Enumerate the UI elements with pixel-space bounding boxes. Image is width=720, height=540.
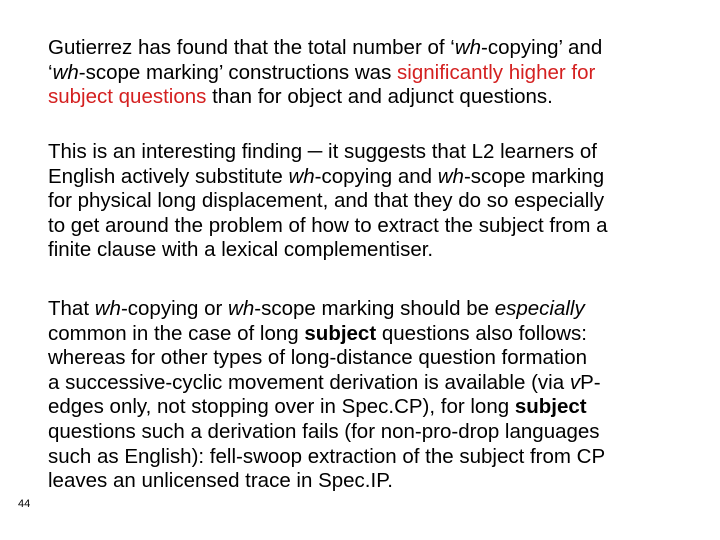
italic-run: especially [494, 297, 585, 320]
text-run: -copying and [314, 164, 438, 188]
bold-run: subject [514, 395, 587, 419]
text-line [48, 297, 710, 322]
highlighted-run: significantly higher for [397, 60, 596, 84]
text-run: -scope marking’ constructions was [78, 60, 398, 84]
text-run: Gutierrez has found that the total number of ‘ [48, 36, 455, 59]
text-line [48, 36, 710, 61]
text-run: English actively substitute [48, 164, 289, 188]
text-line: such as English): fell-swoop extraction of the subject from CP [48, 444, 606, 468]
text-run: -scope marking should be [254, 297, 495, 320]
text-run: -copying’ and [481, 36, 603, 59]
paragraph-subject-questions [48, 297, 710, 494]
paragraph-gutierrez-finding [48, 36, 710, 110]
text-run: ‘ [48, 60, 53, 84]
text-line: whereas for other types of long-distance question formation [48, 346, 587, 370]
italic-run: wh [288, 164, 315, 188]
text-line: questions such a derivation fails (for non-pro-drop languages [48, 419, 600, 443]
text-line [48, 371, 710, 396]
text-line [48, 395, 710, 420]
text-line: to get around the problem of how to extract the subject from a [48, 213, 608, 237]
italic-run: wh [454, 36, 482, 59]
text-run: -copying or [120, 297, 229, 320]
text-run: a successive-cyclic movement derivation is available (via [48, 370, 570, 394]
text-line: This is an interesting finding ─ it suggests that L2 learners of [48, 140, 597, 163]
text-run: P- [580, 370, 601, 394]
italic-run: wh [437, 164, 464, 188]
text-line [48, 322, 710, 347]
italic-run: wh [228, 297, 255, 320]
text-line: finite clause with a lexical complementiser. [48, 238, 434, 262]
text-run: than for object and adjunct questions. [206, 85, 553, 109]
text-line: leaves an unlicensed trace in Spec.IP. [48, 469, 393, 493]
highlighted-run: subject questions [48, 85, 207, 109]
text-run: edges only, not stopping over in Spec.CP), for long [48, 395, 515, 419]
text-run: -scope marking [463, 164, 605, 188]
text-run: questions also follows: [376, 321, 587, 345]
text-line [48, 165, 710, 190]
text-line: for physical long displacement, and that they do so especially [48, 189, 605, 213]
bold-run: subject [304, 321, 377, 345]
italic-run: v [569, 370, 581, 394]
italic-run: wh [52, 60, 79, 84]
text-run: That [48, 297, 95, 320]
text-line [48, 85, 710, 110]
paragraph-interesting-finding [48, 140, 710, 263]
slide-number: 44 [18, 498, 31, 510]
italic-run: wh [94, 297, 121, 320]
text-run: common in the case of long [48, 321, 305, 345]
text-line [48, 61, 710, 86]
